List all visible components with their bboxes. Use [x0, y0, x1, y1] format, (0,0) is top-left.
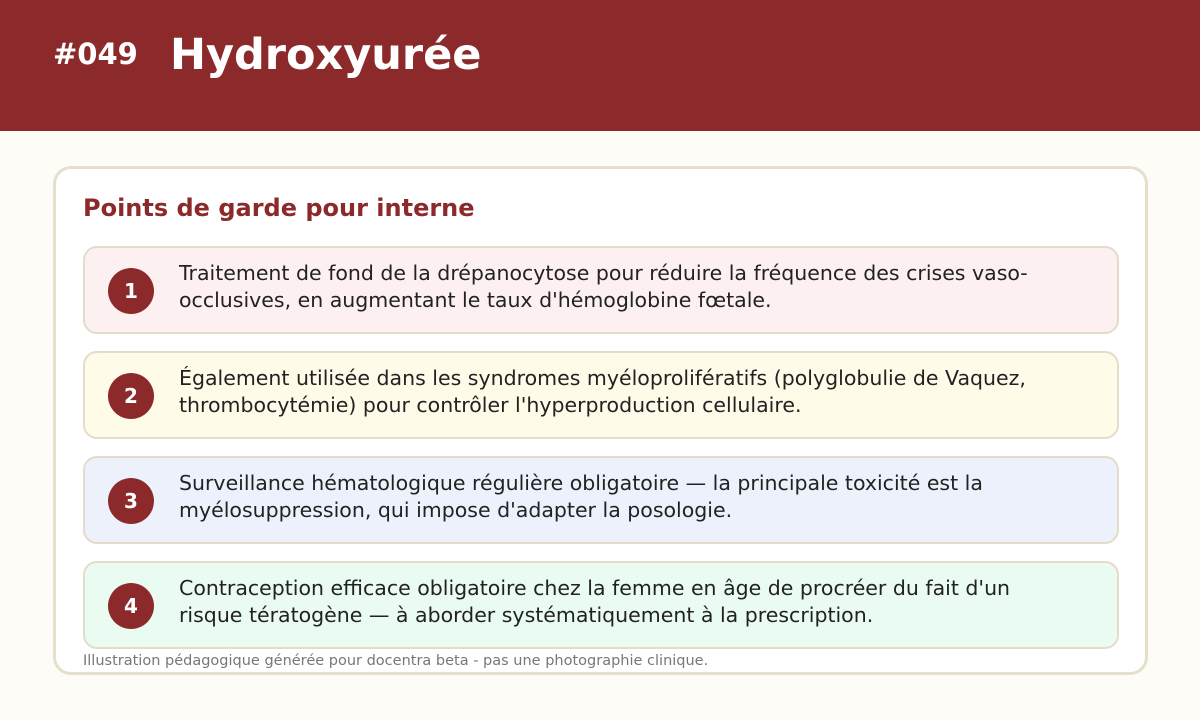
point-number-badge: 2	[108, 373, 154, 419]
point-number-badge: 1	[108, 268, 154, 314]
point-text: Traitement de fond de la drépanocytose pour réduire la fréquence des crises vaso-occlusives, en augmentant le taux d'hémoglobine fœtale.	[179, 261, 1028, 312]
point-text: Surveillance hématologique régulière obligatoire — la principale toxicité est la myélosuppression, qui impose d'adapter la posologie.	[179, 471, 983, 522]
point-number-badge: 4	[108, 583, 154, 629]
point-number-badge: 3	[108, 478, 154, 524]
header-banner	[0, 0, 1200, 131]
card-title: Points de garde pour interne	[83, 194, 475, 222]
point-text: Contraception efficace obligatoire chez la femme en âge de procréer du fait d'un risque tératogène — à aborder systématiquement à la prescription.	[179, 576, 1011, 627]
key-point-1	[83, 246, 1119, 334]
page-title: Hydroxyurée	[170, 30, 482, 80]
key-point-4	[83, 561, 1119, 649]
drug-number: #049	[53, 37, 138, 71]
key-point-2	[83, 351, 1119, 439]
key-point-3	[83, 456, 1119, 544]
key-points-card	[53, 166, 1148, 675]
point-text: Également utilisée dans les syndromes myéloprolifératifs (polyglobulie de Vaquez, thrombocytémie) pour contrôler l'hyperproduction cellulaire.	[179, 366, 1026, 417]
footnote-disclaimer: Illustration pédagogique générée pour docentra beta - pas une photographie clinique.	[83, 653, 709, 669]
